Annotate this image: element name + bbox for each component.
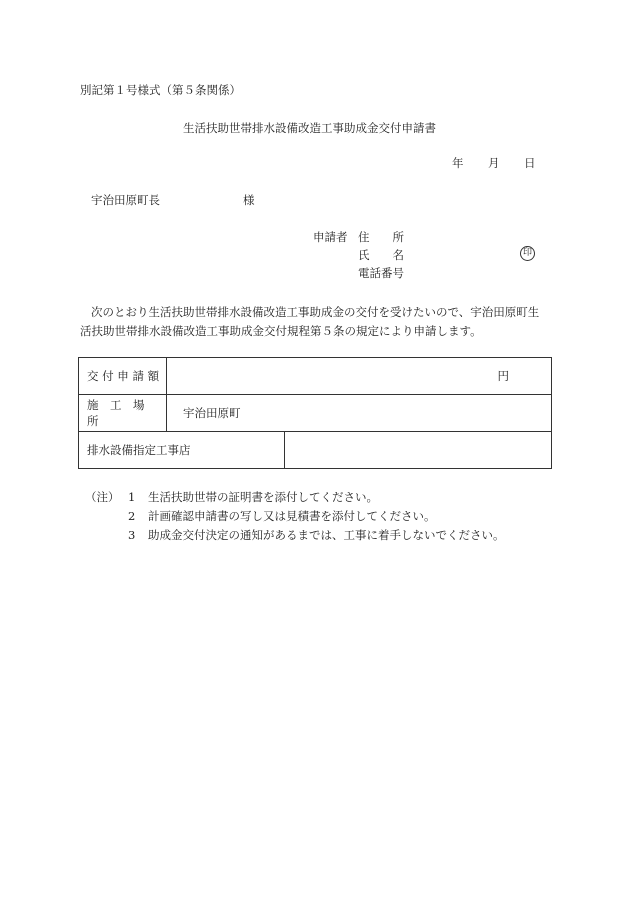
amount-value-cell[interactable] <box>167 358 552 395</box>
notes-section <box>85 490 505 547</box>
amount-row <box>79 358 552 395</box>
note-text: 計画確認申請書の写し又は見積書を添付してください。 <box>148 509 436 523</box>
note-number: 3 <box>128 528 136 542</box>
site-value-cell[interactable] <box>167 395 552 432</box>
note-number: 1 <box>128 490 136 504</box>
site-label: 施 工 場 所 <box>79 395 167 432</box>
addressee-honorific: 様 <box>243 193 255 207</box>
contractor-row <box>79 432 552 469</box>
site-row <box>79 395 552 432</box>
addressee-name: 宇治田原町長 <box>91 193 160 207</box>
note-number: 2 <box>128 509 136 523</box>
note-text: 助成金交付決定の通知があるまでは、工事に着手しないでください。 <box>148 528 505 542</box>
date-month-label: 月 <box>488 156 500 170</box>
body-text-line-2: 活扶助世帯排水設備改造工事助成金交付規程第５条の規定により申請します。 <box>80 324 482 338</box>
note-item <box>85 509 505 528</box>
name-label: 氏 名 <box>358 248 404 262</box>
applicant-label: 申請者 <box>313 230 348 244</box>
body-text-line-1: 次のとおり生活扶助世帯排水設備改造工事助成金の交付を受けたいので、宇治田原町生 <box>91 305 540 319</box>
date-year-label: 年 <box>452 156 464 170</box>
note-item <box>85 528 505 547</box>
amount-unit: 円 <box>497 369 509 383</box>
amount-label: 交 付 申 請 額 <box>79 358 167 395</box>
phone-label: 電話番号 <box>358 266 404 280</box>
seal-mark: 印 <box>520 246 535 261</box>
contractor-label: 排水設備指定工事店 <box>79 432 285 469</box>
note-item <box>85 490 505 509</box>
site-value: 宇治田原町 <box>183 406 241 420</box>
note-text: 生活扶助世帯の証明書を添付してください。 <box>148 490 378 504</box>
contractor-value-cell[interactable] <box>285 432 552 469</box>
page-title: 生活扶助世帯排水設備改造工事助成金交付申請書 <box>183 121 436 135</box>
address-label: 住 所 <box>358 230 404 244</box>
notes-head: （注） <box>85 490 120 504</box>
date-day-label: 日 <box>524 156 536 170</box>
application-table <box>78 357 552 469</box>
form-reference: 別記第１号様式（第５条関係） <box>80 83 241 97</box>
